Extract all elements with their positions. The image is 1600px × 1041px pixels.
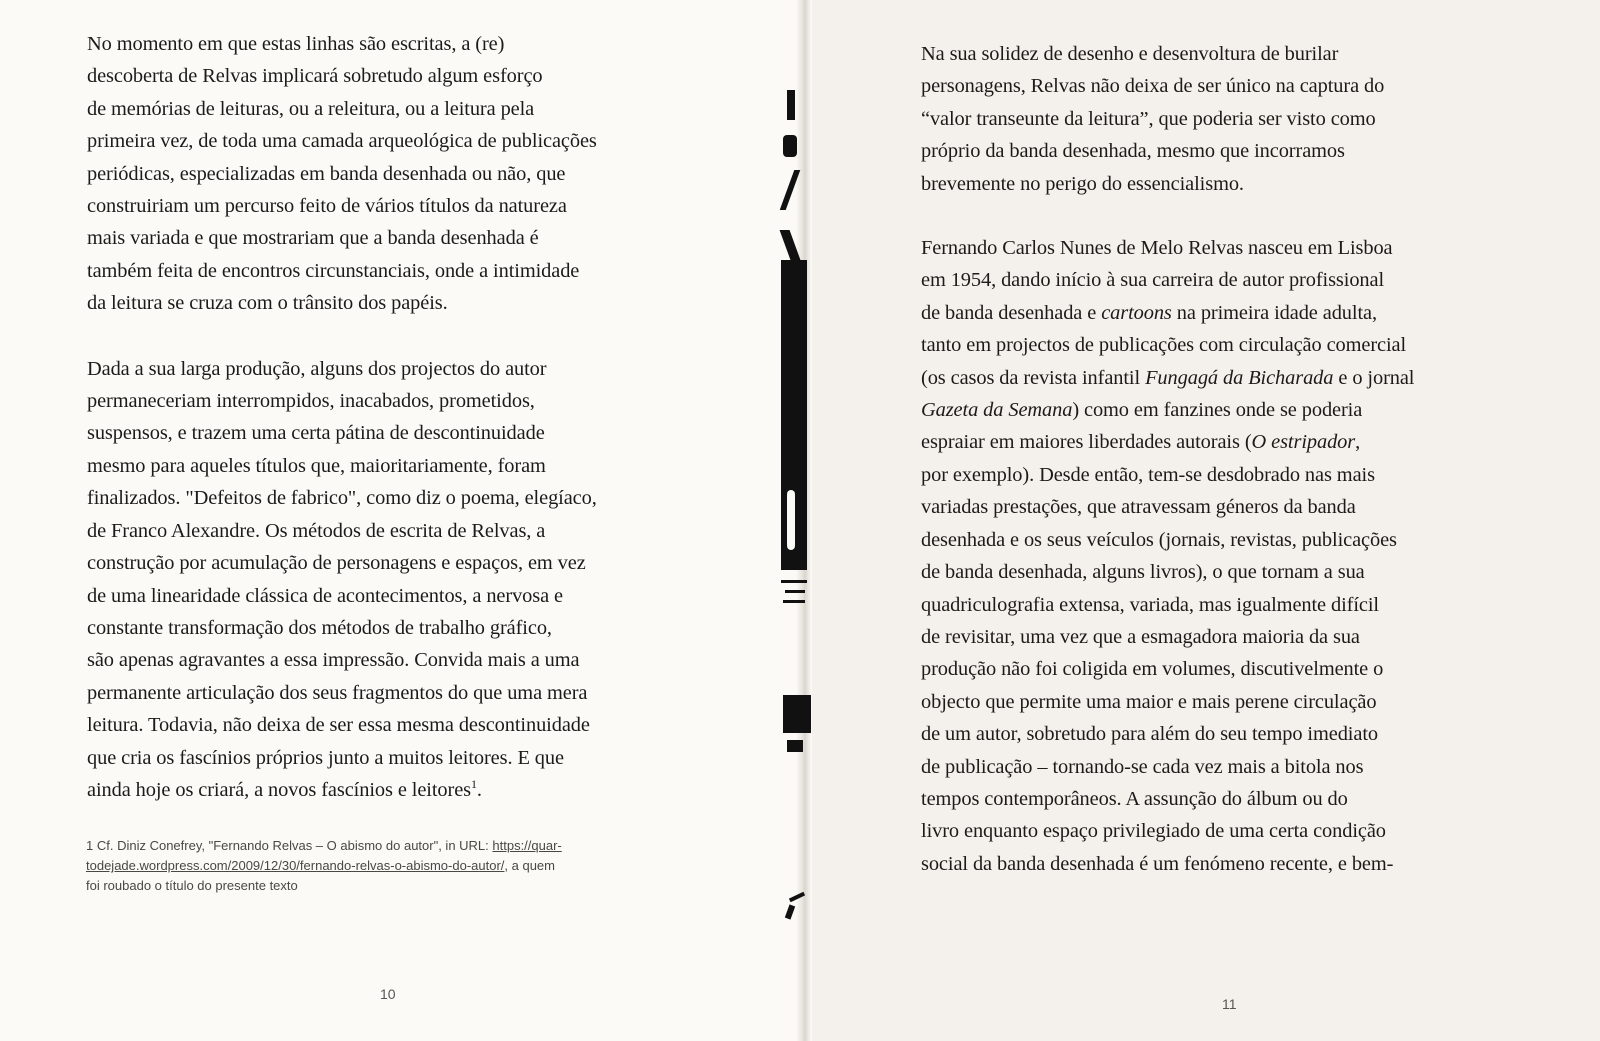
text-line: periódicas, especializadas em banda desenhada ou não, que — [87, 162, 566, 185]
text-line: Dada a sua larga produção, alguns dos projectos do autor — [87, 357, 547, 380]
text-line: Fernando Carlos Nunes de Melo Relvas nasceu em Lisboa — [921, 237, 1393, 260]
text-line: suspensos, e trazem uma certa pátina de descontinuidade — [87, 422, 545, 445]
text-line: construiriam um percurso feito de vários títulos da natureza — [87, 195, 567, 218]
text-line: são apenas agravantes a essa impressão. Convida mais a uma — [87, 649, 580, 672]
footnote — [86, 836, 696, 896]
text-line: personagens, Relvas não deixa de ser único na captura do — [921, 75, 1385, 98]
text-line: social da banda desenhada é um fenómeno recente, e bem- — [921, 852, 1394, 875]
text-line: de banda desenhada e — [921, 301, 1102, 324]
text-line: (os casos da revista infantil — [921, 366, 1146, 389]
italic-term: cartoons — [1101, 301, 1172, 324]
text-line: produção não foi coligida em volumes, discutivelmente o — [921, 658, 1384, 681]
text-line: por exemplo). Desde então, tem-se desdobrado nas mais — [921, 463, 1375, 486]
text-line: , — [1355, 431, 1361, 454]
footnote-text: , a quem — [504, 858, 555, 873]
text-line: de banda desenhada, alguns livros), o que tornam a sua — [921, 561, 1365, 584]
text-line: finalizados. "Defeitos de fabrico", como diz o poema, elegíaco, — [87, 487, 597, 510]
text-line: em 1954, dando início à sua carreira de autor profissional — [921, 269, 1385, 292]
text-line: de publicação – tornando-se cada vez mais a bitola nos — [921, 755, 1364, 778]
right-body-text — [921, 38, 1521, 880]
footnote-text: 1 Cf. Diniz Conefrey, "Fernando Relvas – O abismo do autor", in URL: — [86, 838, 493, 853]
text-line: descoberta de Relvas implicará sobretudo algum esforço — [87, 65, 543, 88]
italic-title: Gazeta da Semana — [921, 399, 1073, 422]
text-line: Na sua solidez de desenho e desenvoltura de burilar — [921, 43, 1339, 65]
footnote-link-cont[interactable]: todejade.wordpress.com/2009/12/30/fernando-relvas-o-abismo-do-autor/ — [86, 858, 505, 873]
text-line: de memórias de leituras, ou a releitura, ou a leitura pela — [87, 97, 535, 120]
footnote-link[interactable]: https://quar- — [492, 838, 562, 853]
text-line: brevemente no perigo do essencialismo. — [921, 172, 1244, 195]
text-line: de um autor, sobretudo para além do seu tempo imediato — [921, 723, 1378, 746]
text-line: variadas prestações, que atravessam géneros da banda — [921, 496, 1356, 519]
right-paragraph-1 — [921, 38, 1521, 200]
text-line: ) como em fanzines onde se poderia — [1072, 399, 1363, 422]
page-number-right: 11 — [1222, 996, 1237, 1012]
text-line: que cria os fascínios próprios junto a muitos leitores. E que — [87, 746, 564, 769]
text-line: mais variada e que mostrariam que a banda desenhada é — [87, 227, 539, 250]
text-line: de uma linearidade clássica de acontecimentos, a nervosa e — [87, 584, 563, 607]
text-line: na primeira idade adulta, — [1171, 301, 1377, 324]
text-line: objecto que permite uma maior e mais perene circulação — [921, 690, 1377, 713]
text-line: tanto em projectos de publicações com circulação comercial — [921, 334, 1407, 357]
footnote-text: foi roubado o título do presente texto — [86, 878, 298, 893]
text-line: quadriculografia extensa, variada, mas igualmente difícil — [921, 593, 1379, 616]
text-line: próprio da banda desenhada, mesmo que incorramos — [921, 140, 1345, 163]
text-line: espraiar em maiores liberdades autorais ( — [921, 431, 1252, 454]
text-line: constante transformação dos métodos de trabalho gráfico, — [87, 616, 552, 639]
paragraph-gap — [921, 200, 1521, 232]
text-line: No momento em que estas linhas são escritas, a (re) — [87, 33, 505, 55]
footnote-marker[interactable]: 1 — [471, 777, 477, 792]
text-line: primeira vez, de toda uma camada arqueológica de publicações — [87, 130, 597, 153]
text-line: de Franco Alexandre. Os métodos de escrita de Relvas, a — [87, 519, 546, 542]
text-line: também feita de encontros circunstanciais, onde a intimidade — [87, 259, 580, 282]
text-line: da leitura se cruza com o trânsito dos papéis. — [87, 292, 448, 315]
left-body-text — [87, 28, 697, 806]
text-line-end: . — [476, 778, 482, 801]
left-paragraph-1 — [87, 28, 697, 320]
left-paragraph-2 — [87, 353, 697, 807]
text-line: “valor transeunte da leitura”, que poderia ser visto como — [921, 107, 1376, 130]
text-line: de revisitar, uma vez que a esmagadora maioria da sua — [921, 625, 1360, 648]
text-line: tempos contemporâneos. A assunção do álbum ou do — [921, 787, 1348, 810]
italic-title: Fungagá da Bicharada — [1145, 366, 1334, 389]
text-line: livro enquanto espaço privilegiado de uma certa condição — [921, 820, 1386, 843]
paragraph-gap — [87, 320, 697, 353]
text-line: leitura. Todavia, não deixa de ser essa mesma descontinuidade — [87, 714, 590, 737]
text-line: desenhada e os seus veículos (jornais, revistas, publicações — [921, 528, 1397, 551]
right-paragraph-2 — [921, 232, 1521, 880]
text-line: ainda hoje os criará, a novos fascínios e leitores — [87, 778, 471, 801]
text-line: construção por acumulação de personagens e espaços, em vez — [87, 552, 586, 575]
page-number-left: 10 — [380, 986, 396, 1002]
text-line: mesmo para aqueles títulos que, maioritariamente, foram — [87, 454, 546, 477]
text-line: e o jornal — [1333, 366, 1415, 389]
text-line: permanente articulação dos seus fragmentos do que uma mera — [87, 681, 588, 704]
italic-title: O estripador — [1251, 431, 1356, 454]
text-line: permaneceriam interrompidos, inacabados, prometidos, — [87, 390, 535, 413]
